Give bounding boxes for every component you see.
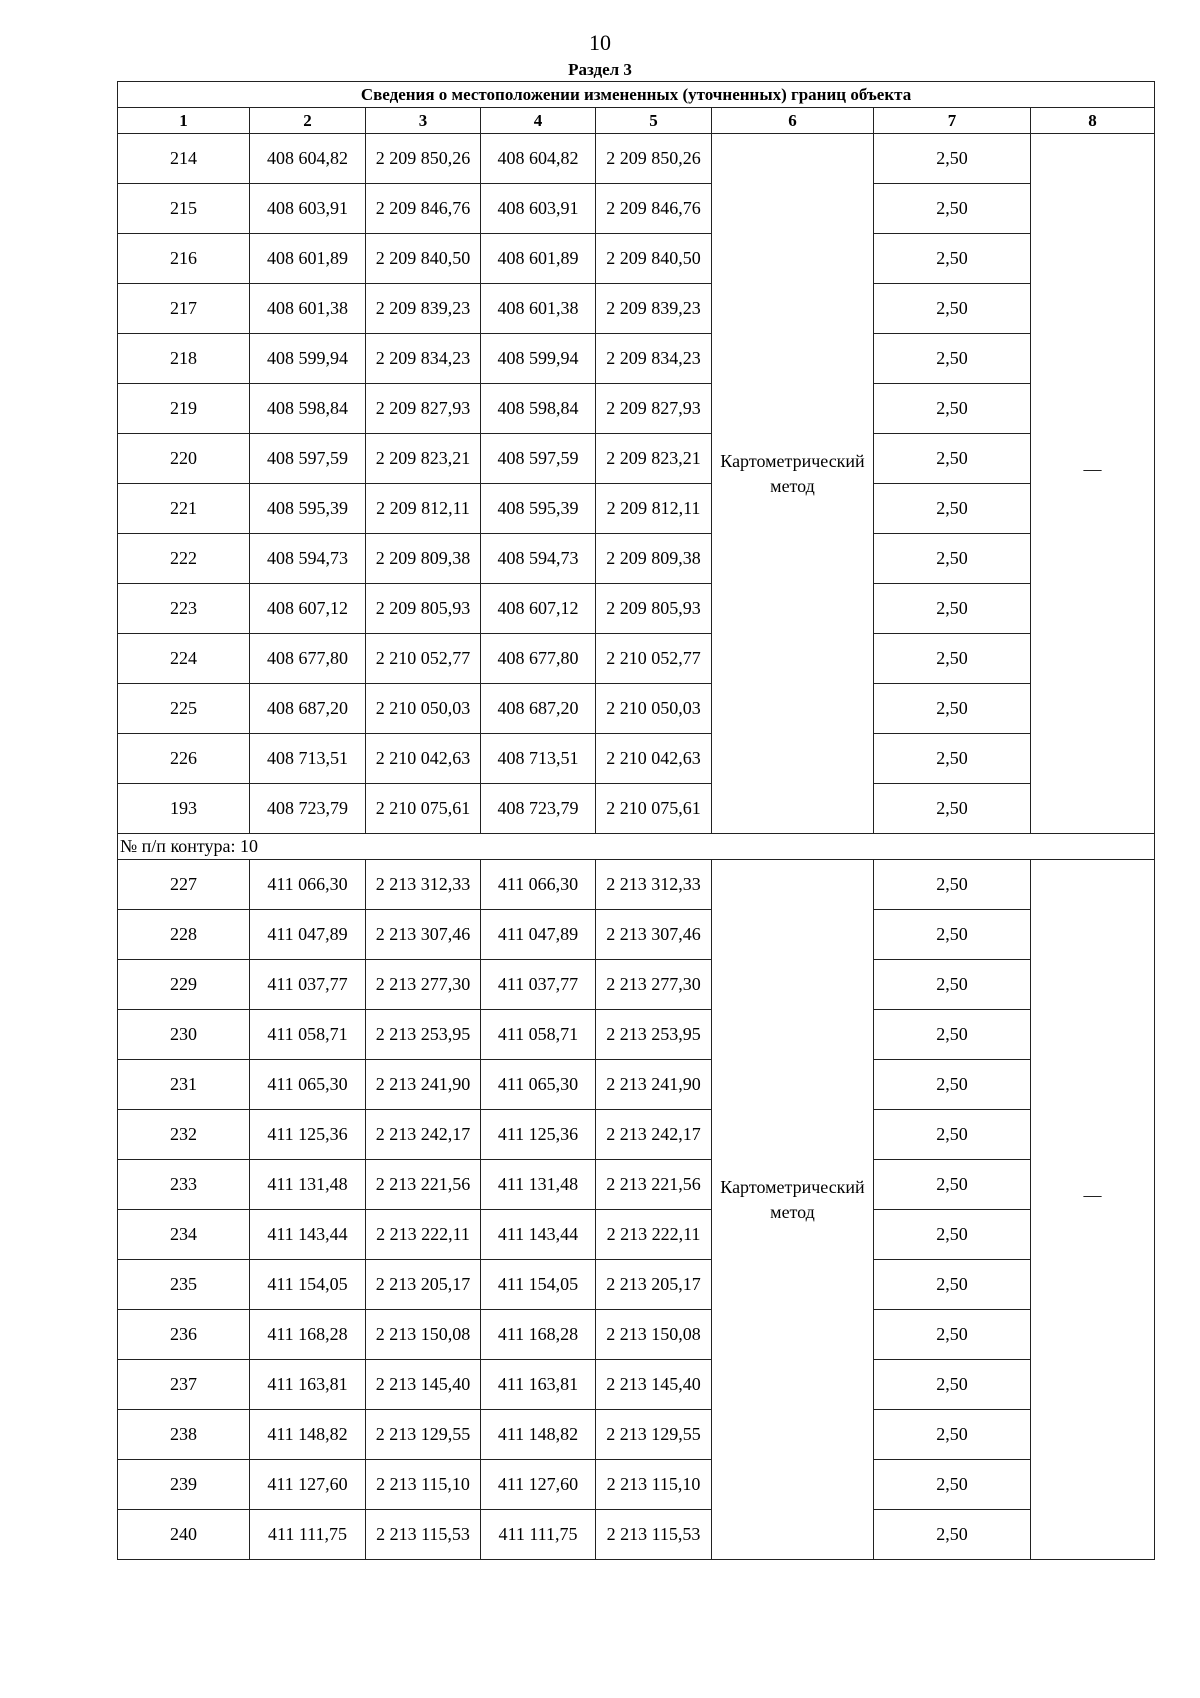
point-number-cell: 220 — [118, 434, 250, 484]
y-new-cell: 2 210 052,77 — [596, 634, 712, 684]
x-new-cell: 408 604,82 — [481, 134, 596, 184]
y-old-cell: 2 209 809,38 — [366, 534, 481, 584]
point-number-cell: 230 — [118, 1010, 250, 1060]
point-number-cell: 222 — [118, 534, 250, 584]
y-new-cell: 2 213 242,17 — [596, 1110, 712, 1160]
precision-cell: 2,50 — [874, 384, 1031, 434]
point-number-cell: 238 — [118, 1410, 250, 1460]
y-old-cell: 2 213 221,56 — [366, 1160, 481, 1210]
y-new-cell: 2 213 115,53 — [596, 1510, 712, 1560]
x-new-cell: 408 597,59 — [481, 434, 596, 484]
precision-cell: 2,50 — [874, 134, 1031, 184]
table-row — [118, 1260, 1155, 1310]
precision-cell: 2,50 — [874, 1310, 1031, 1360]
precision-cell: 2,50 — [874, 1060, 1031, 1110]
x-new-cell: 408 713,51 — [481, 734, 596, 784]
x-new-cell: 411 163,81 — [481, 1360, 596, 1410]
point-number-cell: 236 — [118, 1310, 250, 1360]
x-old-cell: 408 594,73 — [250, 534, 366, 584]
point-number-cell: 229 — [118, 960, 250, 1010]
table-row — [118, 1360, 1155, 1410]
point-number-cell: 217 — [118, 284, 250, 334]
x-old-cell: 408 677,80 — [250, 634, 366, 684]
x-new-cell: 408 607,12 — [481, 584, 596, 634]
table-row — [118, 434, 1155, 484]
y-old-cell: 2 213 205,17 — [366, 1260, 481, 1310]
y-old-cell: 2 213 312,33 — [366, 860, 481, 910]
table-row — [118, 860, 1155, 910]
table-row — [118, 910, 1155, 960]
x-old-cell: 408 601,89 — [250, 234, 366, 284]
y-new-cell: 2 209 840,50 — [596, 234, 712, 284]
point-number-cell: 224 — [118, 634, 250, 684]
y-new-cell: 2 210 050,03 — [596, 684, 712, 734]
x-old-cell: 408 604,82 — [250, 134, 366, 184]
table-row — [118, 134, 1155, 184]
x-new-cell: 411 065,30 — [481, 1060, 596, 1110]
precision-cell: 2,50 — [874, 910, 1031, 960]
x-old-cell: 408 595,39 — [250, 484, 366, 534]
x-old-cell: 411 065,30 — [250, 1060, 366, 1110]
point-number-cell: 218 — [118, 334, 250, 384]
x-old-cell: 408 597,59 — [250, 434, 366, 484]
y-new-cell: 2 209 809,38 — [596, 534, 712, 584]
point-number-cell: 235 — [118, 1260, 250, 1310]
y-old-cell: 2 210 050,03 — [366, 684, 481, 734]
table-caption-row — [118, 82, 1155, 108]
dash-mark: — — [1083, 1185, 1102, 1205]
y-old-cell: 2 213 115,53 — [366, 1510, 481, 1560]
y-old-cell: 2 209 805,93 — [366, 584, 481, 634]
x-old-cell: 411 127,60 — [250, 1460, 366, 1510]
x-new-cell: 408 598,84 — [481, 384, 596, 434]
x-new-cell: 411 111,75 — [481, 1510, 596, 1560]
table-row — [118, 1160, 1155, 1210]
table-row — [118, 234, 1155, 284]
y-new-cell: 2 213 150,08 — [596, 1310, 712, 1360]
y-new-cell: 2 213 221,56 — [596, 1160, 712, 1210]
x-new-cell: 411 148,82 — [481, 1410, 596, 1460]
x-new-cell: 411 037,77 — [481, 960, 596, 1010]
y-new-cell: 2 209 850,26 — [596, 134, 712, 184]
table-caption: Сведения о местоположении измененных (уточненных) границ объекта — [118, 82, 1155, 108]
column-header: 6 — [712, 108, 874, 134]
x-old-cell: 411 154,05 — [250, 1260, 366, 1310]
precision-cell: 2,50 — [874, 334, 1031, 384]
y-old-cell: 2 213 242,17 — [366, 1110, 481, 1160]
table-row — [118, 1060, 1155, 1110]
point-number-cell: 240 — [118, 1510, 250, 1560]
x-new-cell: 408 595,39 — [481, 484, 596, 534]
precision-cell: 2,50 — [874, 1210, 1031, 1260]
x-old-cell: 411 111,75 — [250, 1510, 366, 1560]
x-old-cell: 408 599,94 — [250, 334, 366, 384]
page-number: 10 — [589, 30, 611, 55]
precision-cell: 2,50 — [874, 1360, 1031, 1410]
y-new-cell: 2 209 834,23 — [596, 334, 712, 384]
x-old-cell: 411 131,48 — [250, 1160, 366, 1210]
y-old-cell: 2 209 839,23 — [366, 284, 481, 334]
column-header: 4 — [481, 108, 596, 134]
y-old-cell: 2 209 812,11 — [366, 484, 481, 534]
method-cell — [712, 860, 874, 1560]
column-8-cell — [1031, 860, 1155, 1560]
table-row — [118, 1310, 1155, 1360]
table-row — [118, 960, 1155, 1010]
x-new-cell: 408 601,38 — [481, 284, 596, 334]
x-old-cell: 408 598,84 — [250, 384, 366, 434]
y-old-cell: 2 213 129,55 — [366, 1410, 481, 1460]
x-old-cell: 411 163,81 — [250, 1360, 366, 1410]
x-new-cell: 411 168,28 — [481, 1310, 596, 1360]
table-row — [118, 784, 1155, 834]
column-header: 8 — [1031, 108, 1155, 134]
y-new-cell: 2 213 129,55 — [596, 1410, 712, 1460]
point-number-cell: 239 — [118, 1460, 250, 1510]
x-new-cell: 411 131,48 — [481, 1160, 596, 1210]
precision-cell: 2,50 — [874, 534, 1031, 584]
point-number-cell: 237 — [118, 1360, 250, 1410]
y-new-cell: 2 213 312,33 — [596, 860, 712, 910]
section-title: Раздел 3 — [568, 60, 632, 79]
y-old-cell: 2 210 052,77 — [366, 634, 481, 684]
y-new-cell: 2 210 075,61 — [596, 784, 712, 834]
column-8-cell — [1031, 134, 1155, 834]
precision-cell: 2,50 — [874, 960, 1031, 1010]
point-number-cell: 231 — [118, 1060, 250, 1110]
x-new-cell: 411 066,30 — [481, 860, 596, 910]
x-old-cell: 411 168,28 — [250, 1310, 366, 1360]
table-row — [118, 1510, 1155, 1560]
precision-cell: 2,50 — [874, 684, 1031, 734]
y-old-cell: 2 209 834,23 — [366, 334, 481, 384]
table-row — [118, 1110, 1155, 1160]
precision-cell: 2,50 — [874, 1160, 1031, 1210]
x-new-cell: 411 127,60 — [481, 1460, 596, 1510]
precision-cell: 2,50 — [874, 1010, 1031, 1060]
y-old-cell: 2 213 150,08 — [366, 1310, 481, 1360]
point-number-cell: 215 — [118, 184, 250, 234]
y-new-cell: 2 209 812,11 — [596, 484, 712, 534]
precision-cell: 2,50 — [874, 734, 1031, 784]
y-old-cell: 2 210 042,63 — [366, 734, 481, 784]
point-number-cell: 214 — [118, 134, 250, 184]
x-old-cell: 411 148,82 — [250, 1410, 366, 1460]
y-old-cell: 2 213 277,30 — [366, 960, 481, 1010]
column-header: 1 — [118, 108, 250, 134]
precision-cell: 2,50 — [874, 284, 1031, 334]
table-row — [118, 584, 1155, 634]
coordinates-table — [117, 81, 1155, 1560]
x-new-cell: 411 125,36 — [481, 1110, 596, 1160]
point-number-cell: 221 — [118, 484, 250, 534]
x-old-cell: 408 687,20 — [250, 684, 366, 734]
y-new-cell: 2 209 823,21 — [596, 434, 712, 484]
y-old-cell: 2 209 823,21 — [366, 434, 481, 484]
precision-cell: 2,50 — [874, 584, 1031, 634]
dash-mark: — — [1083, 459, 1102, 479]
y-new-cell: 2 209 827,93 — [596, 384, 712, 434]
x-old-cell: 408 723,79 — [250, 784, 366, 834]
table-row — [118, 484, 1155, 534]
point-number-cell: 219 — [118, 384, 250, 434]
table-row — [118, 184, 1155, 234]
y-new-cell: 2 213 205,17 — [596, 1260, 712, 1310]
precision-cell: 2,50 — [874, 184, 1031, 234]
x-old-cell: 408 603,91 — [250, 184, 366, 234]
point-number-cell: 223 — [118, 584, 250, 634]
x-old-cell: 411 066,30 — [250, 860, 366, 910]
point-number-cell: 193 — [118, 784, 250, 834]
y-new-cell: 2 210 042,63 — [596, 734, 712, 784]
x-old-cell: 411 058,71 — [250, 1010, 366, 1060]
precision-cell: 2,50 — [874, 634, 1031, 684]
method-text: Картометрический метод — [720, 1176, 865, 1222]
column-header: 3 — [366, 108, 481, 134]
x-new-cell: 408 677,80 — [481, 634, 596, 684]
x-old-cell: 408 601,38 — [250, 284, 366, 334]
point-number-cell: 232 — [118, 1110, 250, 1160]
y-old-cell: 2 213 241,90 — [366, 1060, 481, 1110]
table-row — [118, 284, 1155, 334]
point-number-cell: 227 — [118, 860, 250, 910]
precision-cell: 2,50 — [874, 1260, 1031, 1310]
precision-cell: 2,50 — [874, 784, 1031, 834]
precision-cell: 2,50 — [874, 484, 1031, 534]
y-old-cell: 2 209 846,76 — [366, 184, 481, 234]
table-row — [118, 634, 1155, 684]
x-new-cell: 408 687,20 — [481, 684, 596, 734]
y-new-cell: 2 209 839,23 — [596, 284, 712, 334]
contour-label-row — [118, 834, 1155, 860]
precision-cell: 2,50 — [874, 1110, 1031, 1160]
contour-label: № п/п контура: 10 — [118, 834, 1155, 860]
x-new-cell: 411 047,89 — [481, 910, 596, 960]
precision-cell: 2,50 — [874, 860, 1031, 910]
y-new-cell: 2 213 307,46 — [596, 910, 712, 960]
column-header: 7 — [874, 108, 1031, 134]
table-row — [118, 1460, 1155, 1510]
table-row — [118, 1010, 1155, 1060]
table-row — [118, 684, 1155, 734]
x-old-cell: 411 047,89 — [250, 910, 366, 960]
x-new-cell: 408 603,91 — [481, 184, 596, 234]
x-old-cell: 408 607,12 — [250, 584, 366, 634]
y-new-cell: 2 209 805,93 — [596, 584, 712, 634]
y-new-cell: 2 213 277,30 — [596, 960, 712, 1010]
table-row — [118, 334, 1155, 384]
y-old-cell: 2 209 850,26 — [366, 134, 481, 184]
x-new-cell: 408 601,89 — [481, 234, 596, 284]
y-new-cell: 2 213 241,90 — [596, 1060, 712, 1110]
precision-cell: 2,50 — [874, 434, 1031, 484]
precision-cell: 2,50 — [874, 1510, 1031, 1560]
x-old-cell: 411 125,36 — [250, 1110, 366, 1160]
y-old-cell: 2 209 840,50 — [366, 234, 481, 284]
y-new-cell: 2 213 222,11 — [596, 1210, 712, 1260]
precision-cell: 2,50 — [874, 1410, 1031, 1460]
point-number-cell: 234 — [118, 1210, 250, 1260]
column-header: 2 — [250, 108, 366, 134]
table-row — [118, 384, 1155, 434]
y-new-cell: 2 213 145,40 — [596, 1360, 712, 1410]
x-old-cell: 411 037,77 — [250, 960, 366, 1010]
x-new-cell: 411 154,05 — [481, 1260, 596, 1310]
point-number-cell: 226 — [118, 734, 250, 784]
y-new-cell: 2 213 115,10 — [596, 1460, 712, 1510]
x-new-cell: 408 594,73 — [481, 534, 596, 584]
y-old-cell: 2 213 115,10 — [366, 1460, 481, 1510]
table-row — [118, 534, 1155, 584]
y-old-cell: 2 213 253,95 — [366, 1010, 481, 1060]
x-old-cell: 411 143,44 — [250, 1210, 366, 1260]
x-new-cell: 411 143,44 — [481, 1210, 596, 1260]
table-row — [118, 1410, 1155, 1460]
x-new-cell: 408 599,94 — [481, 334, 596, 384]
column-header: 5 — [596, 108, 712, 134]
y-old-cell: 2 213 145,40 — [366, 1360, 481, 1410]
point-number-cell: 228 — [118, 910, 250, 960]
y-old-cell: 2 213 307,46 — [366, 910, 481, 960]
precision-cell: 2,50 — [874, 234, 1031, 284]
y-old-cell: 2 210 075,61 — [366, 784, 481, 834]
point-number-cell: 233 — [118, 1160, 250, 1210]
method-text: Картометрический метод — [720, 450, 865, 496]
y-new-cell: 2 213 253,95 — [596, 1010, 712, 1060]
x-old-cell: 408 713,51 — [250, 734, 366, 784]
table-row — [118, 734, 1155, 784]
x-new-cell: 411 058,71 — [481, 1010, 596, 1060]
y-old-cell: 2 213 222,11 — [366, 1210, 481, 1260]
method-cell — [712, 134, 874, 834]
table-row — [118, 1210, 1155, 1260]
point-number-cell: 225 — [118, 684, 250, 734]
y-old-cell: 2 209 827,93 — [366, 384, 481, 434]
x-new-cell: 408 723,79 — [481, 784, 596, 834]
precision-cell: 2,50 — [874, 1460, 1031, 1510]
point-number-cell: 216 — [118, 234, 250, 284]
table-header-row — [118, 108, 1155, 134]
y-new-cell: 2 209 846,76 — [596, 184, 712, 234]
